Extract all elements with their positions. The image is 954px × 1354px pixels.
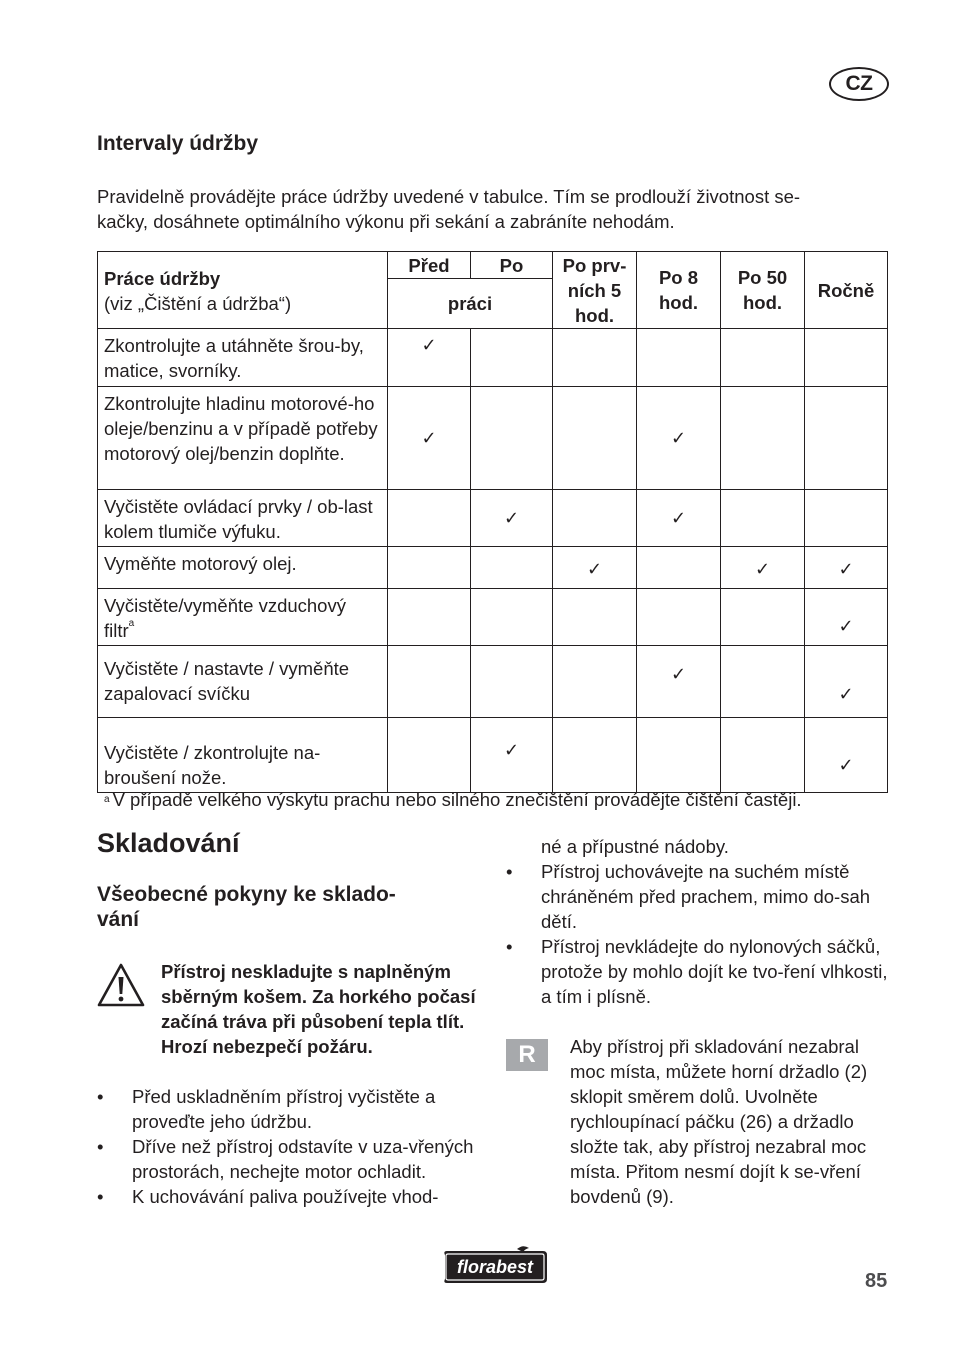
check-icon: ✓ — [421, 427, 437, 448]
brand-logo — [439, 1245, 551, 1287]
check-cell — [388, 387, 471, 490]
right-column-continuation: né a přípustné nádoby. — [541, 836, 729, 857]
list-item — [97, 1184, 477, 1209]
empty-cell — [471, 589, 553, 646]
empty-cell — [637, 547, 721, 589]
task-cell: Vyčistěte / zkontrolujte na-broušení nože. — [98, 718, 388, 793]
check-cell — [388, 329, 471, 387]
empty-cell — [721, 718, 805, 793]
language-badge: CZ — [829, 67, 889, 101]
logo-text: florabest — [456, 1257, 534, 1277]
bullet-icon: • — [506, 861, 513, 882]
table-row — [98, 329, 888, 387]
storage-bullet-list-right — [506, 859, 891, 1009]
intro-line-2: kačky, dosáhnete optimálního výkonu při sekání a zabráníte nehodám. — [97, 211, 675, 232]
empty-cell — [805, 490, 888, 547]
empty-cell — [553, 387, 637, 490]
check-icon: ✓ — [754, 559, 771, 579]
table-row — [98, 646, 888, 718]
bullet-icon: • — [97, 1186, 104, 1207]
warning-text: Přístroj neskladujte s naplněným sběrným košem. Za horkého počasí začíná tráva při působení tepla tlít. Hrozí nebezpečí požáru. — [161, 961, 476, 1057]
task-text: Vyčistěte/vyměňte vzduchový filtr — [104, 595, 346, 641]
check-cell — [805, 547, 888, 589]
empty-cell — [388, 490, 471, 547]
list-item-text: Přístroj nevkládejte do nylonových sáčků, protože by mohlo dojít ke tvo-ření vlhkosti, a tím i plísně. — [541, 936, 888, 1007]
bullet-icon: • — [97, 1086, 104, 1107]
reference-badge: R — [506, 1039, 548, 1071]
check-cell — [637, 387, 721, 490]
empty-cell — [471, 646, 553, 718]
empty-cell — [805, 387, 888, 490]
check-icon: ✓ — [421, 335, 437, 355]
section-heading: Intervaly údržby — [97, 132, 259, 155]
empty-cell — [471, 547, 553, 589]
check-cell — [553, 547, 637, 589]
intro-paragraph — [97, 184, 887, 234]
table-row — [98, 589, 888, 646]
empty-cell — [388, 547, 471, 589]
empty-cell — [721, 387, 805, 490]
empty-cell — [553, 646, 637, 718]
list-item — [506, 934, 891, 1009]
footnote-mark: a — [104, 794, 110, 805]
footnote-text: V případě velkého výskytu prachu nebo silného znečištění provádějte čištění častěji. — [112, 789, 802, 810]
col-header-yearly: Ročně — [805, 252, 888, 329]
empty-cell — [388, 718, 471, 793]
empty-cell — [637, 718, 721, 793]
col-50h-line1: Po 50 — [737, 267, 788, 288]
empty-cell — [553, 490, 637, 547]
subheading-line-2: vání — [97, 908, 140, 931]
table-row — [98, 387, 888, 490]
empty-cell — [471, 387, 553, 490]
task-column-header — [98, 252, 388, 329]
table-footnote — [104, 787, 802, 812]
maintenance-table — [97, 251, 888, 793]
storage-heading: Skladování — [97, 828, 240, 858]
col-header-8h — [637, 252, 721, 329]
list-item — [506, 859, 891, 934]
check-icon: ✓ — [670, 664, 687, 684]
empty-cell — [388, 646, 471, 718]
bullet-icon: • — [97, 1136, 104, 1157]
task-cell: Zkontrolujte a utáhněte šrou-by, matice, svorníky. — [98, 329, 388, 387]
col-header-first-5h — [553, 252, 637, 329]
col-first5-line1: Po prv- — [562, 254, 627, 276]
check-cell — [805, 589, 888, 646]
empty-cell — [805, 329, 888, 387]
empty-cell — [637, 589, 721, 646]
reference-text: Aby přístroj při skladování nezabral moc místa, můžete horní držadlo (2) sklopit směrem dolů. Uvolněte rychloupínací páčku (26) a držadlo složte tak, aby přístroj nezabral moc místa. Přitom nesmí dojít k se-vření bovdenů (9). — [570, 1036, 868, 1207]
warning-triangle-icon — [97, 963, 145, 1007]
empty-cell — [471, 329, 553, 387]
col-header-50h — [721, 252, 805, 329]
check-icon: ✓ — [838, 755, 854, 775]
storage-subheading — [97, 882, 497, 932]
task-cell — [98, 589, 388, 646]
col-header-praci: práci — [388, 279, 553, 329]
empty-cell — [553, 718, 637, 793]
task-cell: Zkontrolujte hladinu motorové-ho oleje/benzinu a v případě potřeby motorový olej/benzin doplňte. — [98, 387, 388, 490]
check-icon: ✓ — [838, 616, 854, 636]
list-item-text: K uchovávání paliva používejte vhod- — [132, 1186, 439, 1207]
table-header-row-1 — [98, 252, 888, 279]
col-50h-line2: hod. — [742, 292, 783, 313]
col-8h-line2: hod. — [658, 292, 699, 313]
check-cell — [721, 547, 805, 589]
check-icon: ✓ — [838, 684, 854, 704]
bullet-icon: • — [506, 936, 513, 957]
empty-cell — [721, 490, 805, 547]
check-icon: ✓ — [503, 740, 520, 760]
empty-cell — [388, 589, 471, 646]
footnote-ref: a — [128, 618, 135, 629]
table-row — [98, 490, 888, 547]
check-cell — [637, 490, 721, 547]
check-icon: ✓ — [670, 507, 687, 528]
check-icon: ✓ — [838, 559, 854, 579]
list-item-text: Přístroj uchovávejte na suchém místě chráněném před prachem, mimo do-sah dětí. — [541, 861, 871, 932]
list-item-text: Dříve než přístroj odstavíte v uza-vřených prostorách, nechejte motor ochladit. — [132, 1136, 474, 1182]
check-icon: ✓ — [586, 559, 603, 579]
page-number: 85 — [865, 1270, 888, 1292]
check-icon: ✓ — [503, 507, 520, 528]
empty-cell — [721, 646, 805, 718]
task-header-title: Práce údržby — [104, 268, 221, 289]
check-icon: ✓ — [670, 427, 687, 448]
table-row — [98, 547, 888, 589]
check-cell — [805, 718, 888, 793]
task-cell: Vyměňte motorový olej. — [98, 547, 388, 589]
empty-cell — [721, 589, 805, 646]
empty-cell — [553, 589, 637, 646]
check-cell — [471, 718, 553, 793]
subheading-line-1: Všeobecné pokyny ke sklado- — [97, 883, 396, 906]
task-cell: Vyčistěte / nastavte / vyměňte zapalovací svíčku — [98, 646, 388, 718]
intro-line-1: Pravidelně provádějte práce údržby uvedené v tabulce. Tím se prodlouží životnost se- — [97, 186, 801, 207]
list-item — [97, 1084, 477, 1134]
check-cell — [471, 490, 553, 547]
storage-bullet-list-left — [97, 1084, 477, 1209]
check-cell — [805, 646, 888, 718]
col-first5-line2: ních 5 — [567, 279, 622, 301]
check-cell — [637, 646, 721, 718]
table-row — [98, 718, 888, 793]
empty-cell — [721, 329, 805, 387]
list-item-text: Před uskladněním přístroj vyčistěte a proveďte jeho údržbu. — [132, 1086, 436, 1132]
col-header-pred: Před — [388, 252, 471, 279]
list-item — [97, 1134, 477, 1184]
empty-cell — [637, 329, 721, 387]
empty-cell — [553, 329, 637, 387]
col-header-po: Po — [471, 252, 553, 279]
col-8h-line1: Po 8 — [658, 267, 699, 288]
col-first5-line3: hod. — [574, 304, 615, 326]
task-header-note: (viz „Čištění a údržba“) — [104, 293, 292, 314]
task-cell: Vyčistěte ovládací prvky / ob-last kolem tlumiče výfuku. — [98, 490, 388, 547]
